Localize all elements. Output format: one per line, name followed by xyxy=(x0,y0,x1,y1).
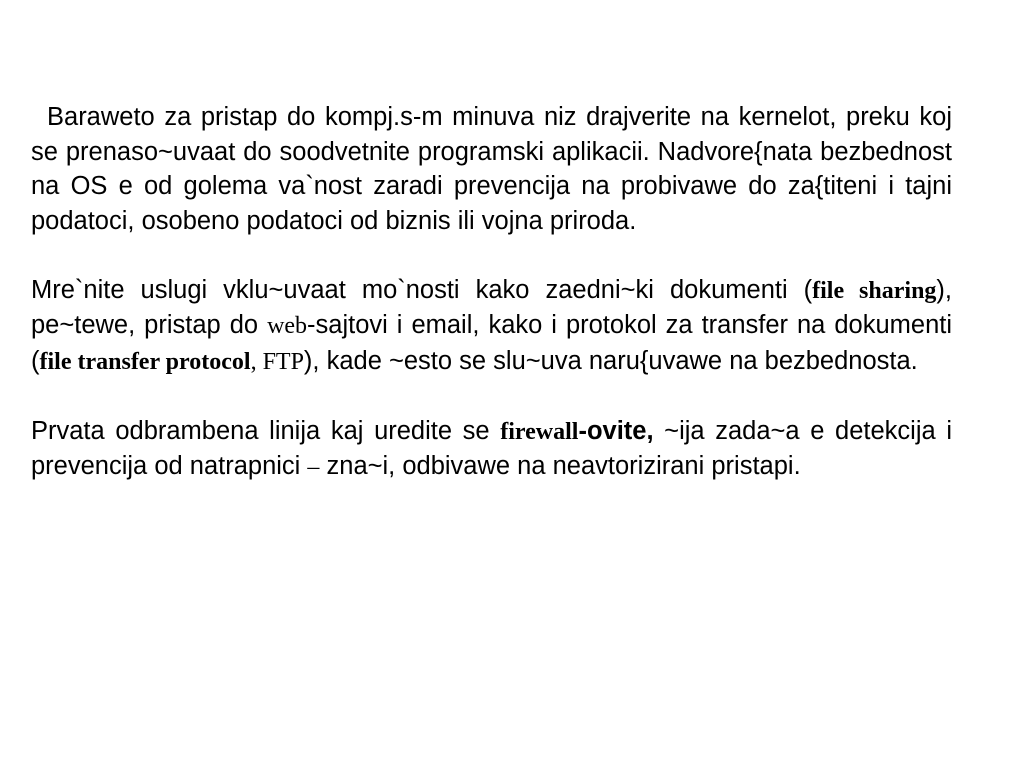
paragraph-1 xyxy=(31,100,952,238)
term-separator: , xyxy=(250,348,263,375)
slide-body xyxy=(31,100,952,485)
paragraph-2-text-d: ), kade ~esto se slu~uva naru{uvawe na bezbednosta. xyxy=(303,346,918,375)
term-web: web xyxy=(267,313,308,339)
term-file-sharing: file sharing xyxy=(812,277,937,304)
paragraph-3-text-c: zna~i, odbivawe na neavtorizirani pristapi. xyxy=(319,452,801,480)
dash-separator: – xyxy=(307,454,320,480)
term-ftp: FTP xyxy=(262,348,304,375)
paragraph-2-text-b: ), pe~tewe, pristap do xyxy=(31,275,952,339)
term-firewall: firewall xyxy=(500,418,579,445)
paragraph-1-text: Baraweto za pristap do kompj.s-m minuva niz drajverite na kernelot, preku koj se prenaso~uvaat do soodvetnite programski aplikacii. Nadvore{nata bezbednost na OS e od golema va`nost zaradi prevencija na probivawe do za{titeni i tajni podatoci, osobeno podatoci od biznis ili vojna priroda. xyxy=(31,103,952,235)
paragraph-2-text-a: Mre`nite uslugi vklu~uvaat mo`nosti kako zaedni~ki dokumenti ( xyxy=(31,275,813,304)
paragraph-2-text-c: -sajtovi i email, kako i protokol za transfer na dokumenti ( xyxy=(31,311,952,375)
paragraph-3 xyxy=(31,414,952,485)
term-ovite: -ovite, xyxy=(578,416,654,445)
term-file-transfer-protocol: file transfer protocol xyxy=(39,348,251,375)
paragraph-2 xyxy=(31,273,952,380)
paragraph-3-text-b: ~ija zada~a e detekcija i prevencija od natrapnici xyxy=(31,416,953,480)
paragraph-3-text-a: Prvata odbrambena linija kaj uredite se xyxy=(31,416,501,445)
